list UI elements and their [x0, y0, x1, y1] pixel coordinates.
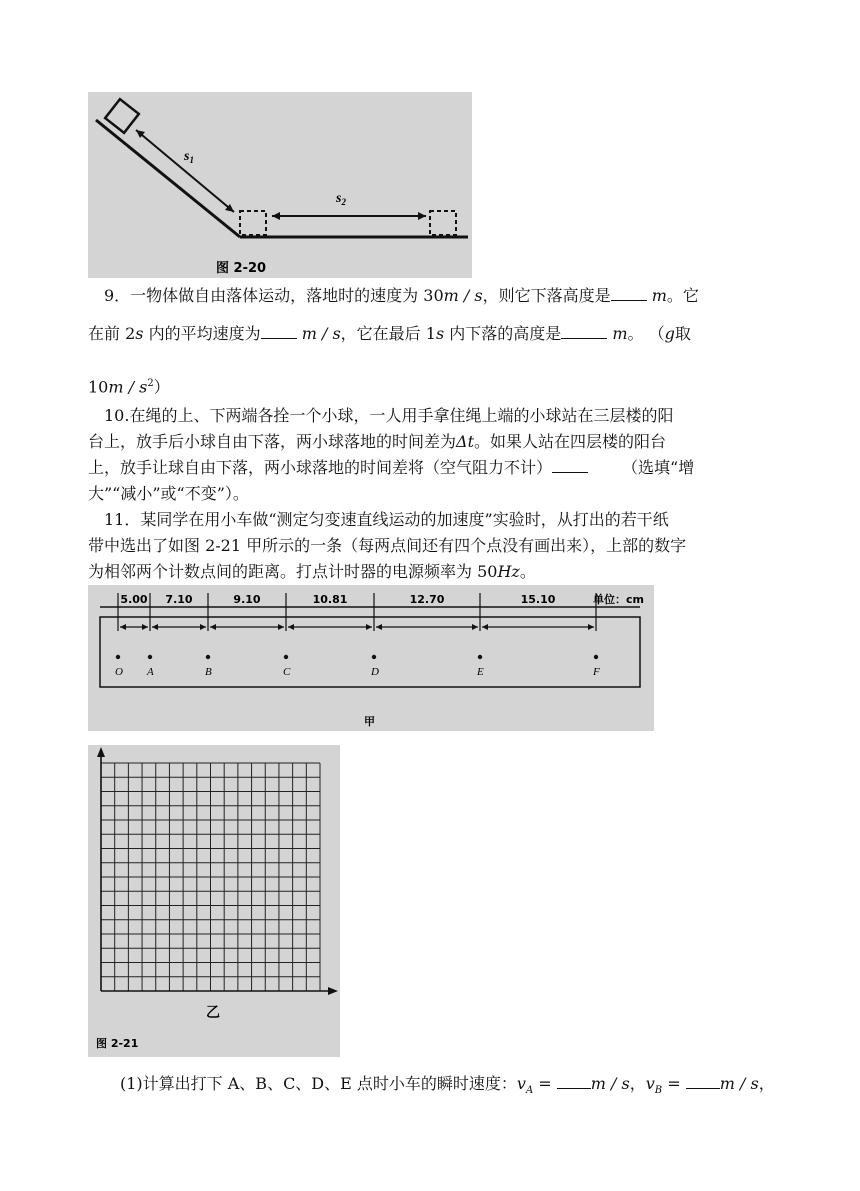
figure-2-21-yi: [88, 745, 340, 1057]
svg-text:s1: $s_1$: [184, 149, 194, 165]
tape-point-C: [284, 655, 288, 659]
tape-point-B: [206, 655, 210, 659]
question-10: 10.在绳的上、下两端各拴一个小球，一人用手拿住绳上端的小球站在三层楼的阳: [104, 406, 674, 425]
incline-diagram: [88, 92, 472, 278]
question-9-line2: 在前 2s 内的平均速度为 m / s，它在最后 1s 内下落的高度是 m。 （g取: [88, 324, 691, 343]
question-10-line3: 上，放手让球自由下落，两小球落地的时间差将（空气阻力不计） （选填“增: [88, 458, 695, 477]
tape-point-label: C: [283, 666, 291, 678]
distance-label: 5.00: [120, 593, 148, 606]
grid-lines: [101, 763, 320, 991]
arrow-head: [152, 624, 158, 630]
tape-point-E: [478, 655, 482, 659]
y-axis-arrow: [97, 747, 105, 757]
s2-label: s: [336, 191, 342, 206]
answer-blank-vb[interactable]: [686, 1073, 720, 1089]
block-bottom: [240, 211, 266, 235]
grid-diagram: [88, 745, 340, 1057]
tape-point-O: [116, 655, 120, 659]
tape-point-label: B: [205, 666, 212, 678]
arrow-head: [142, 624, 148, 630]
tape-point-F: [594, 655, 598, 659]
arrow-head: [366, 624, 372, 630]
tape-distance-group: [120, 593, 594, 630]
figure-caption-2-21: 图 2-21: [96, 1037, 139, 1050]
distance-label: 10.81: [312, 593, 348, 606]
tape-point-label: A: [147, 666, 154, 678]
arrow-head: [120, 624, 126, 630]
block-end: [430, 211, 456, 235]
arrow-head: [482, 624, 488, 630]
figure-caption: 图 2-20: [216, 261, 267, 276]
paper-tape-diagram: [88, 585, 654, 731]
question-11: 11．某同学在用小车做“测定匀变速直线运动的加速度”实验时，从打出的若干纸: [104, 510, 669, 529]
arrow-head: [200, 624, 206, 630]
arrow-head: [588, 624, 594, 630]
figure-2-20: [88, 92, 472, 278]
tape-point-label: O: [115, 666, 123, 678]
question-11-line3: 为相邻两个计数点间的距离。打点计时器的电源频率为 50Hz。: [88, 562, 536, 581]
distance-label: 12.70: [409, 593, 445, 606]
jia-caption: 甲: [364, 715, 375, 728]
s1-label: s: [184, 149, 190, 164]
arrow-head: [278, 624, 284, 630]
question-11-line2: 带中选出了如图 2-21 甲所示的一条（每两点间还有四个点没有画出来），上部的数字: [88, 536, 687, 555]
question-10-line2: 台上，放手后小球自由下落，两小球落地的时间差为Δt。如果人站在四层楼的阳台: [88, 432, 667, 451]
arrow-head: [472, 624, 478, 630]
arrow-head: [376, 624, 382, 630]
tape-point-A: [148, 655, 152, 659]
question-9: 9．一物体做自由落体运动，落地时的速度为 30m / s，则它下落高度是 m。它: [104, 286, 699, 305]
distance-label: 15.10: [520, 593, 556, 606]
distance-label: 7.10: [165, 593, 193, 606]
question-9-line3: $10m / s^2$）: [88, 377, 170, 397]
answer-blank-avg-velocity[interactable]: [261, 323, 297, 339]
tape-point-D: [372, 655, 376, 659]
distance-label: 9.10: [233, 593, 261, 606]
incline-surface: [96, 120, 240, 237]
answer-blank-va[interactable]: [557, 1073, 591, 1089]
tape-point-label: D: [371, 666, 379, 678]
answer-blank-height[interactable]: [611, 285, 647, 301]
tape-point-label: E: [477, 666, 484, 678]
arrow-head: [210, 624, 216, 630]
yi-caption: 乙: [206, 1005, 220, 1021]
answer-blank-time-difference[interactable]: [552, 457, 588, 473]
x-axis-arrow: [328, 987, 338, 995]
svg-text:s2: $s_2$: [336, 191, 346, 207]
answer-blank-last-second[interactable]: [561, 323, 607, 339]
question-11-part-1: (1)计算出打下 A、B、C、D、E 点时小车的瞬时速度：$v_A = m / s$，$v_B = m / s$，: [120, 1074, 775, 1097]
arrow-head: [288, 624, 294, 630]
s1-arrow: [136, 130, 234, 212]
tape-point-label: F: [593, 666, 600, 678]
unit-label: 单位：cm: [593, 593, 644, 606]
block-start: [105, 99, 139, 133]
question-10-line4: 大”“减小”或“不变”）。: [88, 484, 249, 503]
figure-2-21-jia: [88, 585, 654, 731]
